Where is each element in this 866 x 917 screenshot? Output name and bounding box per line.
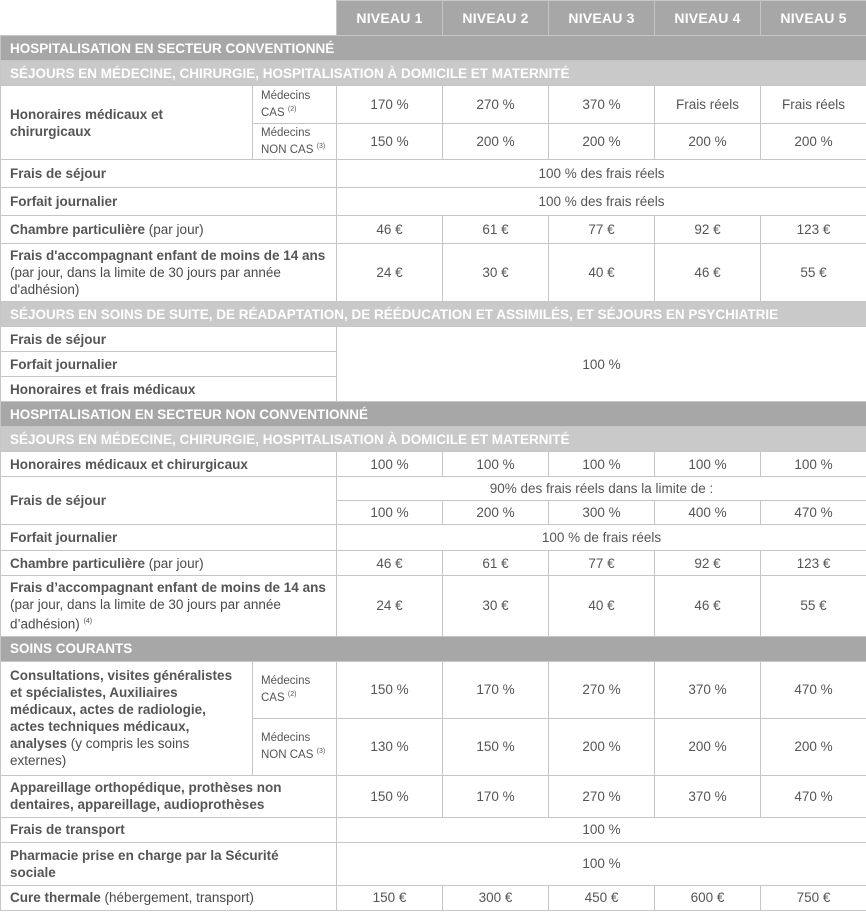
value-cell: 24 € [337, 244, 443, 302]
value-cell: 100 % [443, 452, 549, 477]
row-label: Forfait journalier [1, 188, 337, 216]
row-label: Frais de séjour [1, 160, 337, 188]
row-label: Honoraires médicaux et chirurgicaux [1, 86, 253, 160]
section-row [1, 636, 866, 661]
table-row [1, 477, 866, 501]
value-cell: 600 € [655, 885, 761, 910]
value-cell: 470 % [761, 501, 866, 525]
level-1-header: NIVEAU 1 [337, 1, 443, 36]
sub-label-noncas: Médecins NON CAS $^{(3)}$ [253, 124, 337, 160]
value-cell: 150 % [337, 661, 443, 718]
table-row [1, 160, 866, 188]
value-cell: 370 % [655, 661, 761, 718]
table-row [1, 86, 866, 124]
subsection-title: SÉJOURS EN MÉDECINE, CHIRURGIE, HOSPITALISATION À DOMICILE ET MATERNITÉ [1, 61, 866, 86]
row-label: Frais d'accompagnant enfant de moins de 14 ans (par jour, dans la limite de 30 jours par année d'adhésion) [1, 244, 337, 302]
row-label: Honoraires et frais médicaux [1, 377, 337, 402]
row-label: Appareillage orthopédique, prothèses non dentaires, appareillage, audioprothèses [1, 775, 337, 817]
value-cell: 77 € [549, 551, 655, 576]
value-cell: 100 % [337, 452, 443, 477]
value-cell: 200 % [655, 718, 761, 775]
value-cell: 100 % [337, 842, 866, 885]
section-row [1, 402, 866, 427]
note-cell: 90% des frais réels dans la limite de : [337, 477, 866, 501]
row-label: Frais de séjour [1, 477, 337, 525]
value-cell: 123 € [761, 551, 866, 576]
value-cell: 46 € [655, 576, 761, 637]
sub-label-noncas: Médecins NON CAS $^{(3)}$ [253, 718, 337, 775]
row-label: Consultations, visites généralistes et spécialistes, Auxiliaires médicaux, actes de radiologie, actes techniques médicaux, analyses (y compris les soins externes) [1, 661, 253, 775]
subsection-row [1, 302, 866, 327]
value-cell: 470 % [761, 661, 866, 718]
header-row [1, 1, 866, 36]
value-cell: 200 % [761, 718, 866, 775]
value-cell: 46 € [337, 551, 443, 576]
value-cell: 170 % [443, 775, 549, 817]
row-label: Chambre particulière (par jour) [1, 216, 337, 244]
value-cell: 270 % [549, 775, 655, 817]
value-cell: 55 € [761, 576, 866, 637]
value-cell: 200 % [443, 501, 549, 525]
section-title: HOSPITALISATION EN SECTEUR NON CONVENTIONNÉ [1, 402, 866, 427]
table-row [1, 817, 866, 842]
value-cell: 100 % des frais réels [337, 160, 866, 188]
table-row [1, 327, 866, 352]
table-row [1, 885, 866, 910]
value-cell: 46 € [655, 244, 761, 302]
subsection-title: SÉJOURS EN MÉDECINE, CHIRURGIE, HOSPITALISATION À DOMICILE ET MATERNITÉ [1, 427, 866, 452]
section-title: SOINS COURANTS [1, 636, 866, 661]
value-cell: 40 € [549, 576, 655, 637]
value-cell: 200 % [549, 124, 655, 160]
table-row [1, 576, 866, 637]
value-cell: Frais réels [761, 86, 866, 124]
value-cell: 55 € [761, 244, 866, 302]
header-blank [1, 1, 337, 36]
value-cell: 24 € [337, 576, 443, 637]
row-label: Frais de transport [1, 817, 337, 842]
table-row [1, 244, 866, 302]
value-cell: 40 € [549, 244, 655, 302]
level-2-header: NIVEAU 2 [443, 1, 549, 36]
section-title: HOSPITALISATION EN SECTEUR CONVENTIONNÉ [1, 36, 866, 61]
value-cell: 130 % [337, 718, 443, 775]
value-cell: 370 % [655, 775, 761, 817]
value-cell: 150 € [337, 885, 443, 910]
subsection-row [1, 427, 866, 452]
value-cell: 200 % [443, 124, 549, 160]
value-cell: 61 € [443, 216, 549, 244]
value-cell: 100 % [761, 452, 866, 477]
table-row [1, 188, 866, 216]
table-row [1, 452, 866, 477]
value-cell: 92 € [655, 551, 761, 576]
subsection-row [1, 61, 866, 86]
value-cell: 370 % [549, 86, 655, 124]
value-cell: 170 % [337, 86, 443, 124]
value-cell: 300 € [443, 885, 549, 910]
row-label: Frais de séjour [1, 327, 337, 352]
value-cell: 270 % [443, 86, 549, 124]
subsection-title: SÉJOURS EN SOINS DE SUITE, DE RÉADAPTATION, DE RÉÉDUCATION ET ASSIMILÉS, ET SÉJOURS EN PSYCHIATRIE [1, 302, 866, 327]
level-4-header: NIVEAU 4 [655, 1, 761, 36]
value-cell: 200 % [549, 718, 655, 775]
table-row [1, 842, 866, 885]
value-cell: 150 % [337, 775, 443, 817]
table-row [1, 661, 866, 718]
value-cell: 92 € [655, 216, 761, 244]
value-cell: 200 % [655, 124, 761, 160]
row-label: Pharmacie prise en charge par la Sécurité sociale [1, 842, 337, 885]
value-cell: 170 % [443, 661, 549, 718]
value-cell: 100 % des frais réels [337, 188, 866, 216]
section-row [1, 36, 866, 61]
value-cell: 100 % [337, 817, 866, 842]
value-cell: 46 € [337, 216, 443, 244]
value-cell: 200 % [761, 124, 866, 160]
value-cell: 100 % de frais réels [337, 525, 866, 551]
table-row [1, 525, 866, 551]
value-cell: 30 € [443, 244, 549, 302]
value-cell: 470 % [761, 775, 866, 817]
row-label: Cure thermale (hébergement, transport) [1, 885, 337, 910]
value-cell: 100 % [337, 501, 443, 525]
value-cell: 30 € [443, 576, 549, 637]
sub-label-cas: Médecins CAS $^{(2)}$ [253, 86, 337, 124]
value-cell: 270 % [549, 661, 655, 718]
table-row [1, 216, 866, 244]
value-cell: 123 € [761, 216, 866, 244]
value-cell: 100 % [655, 452, 761, 477]
value-cell: 400 % [655, 501, 761, 525]
row-label: Chambre particulière (par jour) [1, 551, 337, 576]
row-label: Honoraires médicaux et chirurgicaux [1, 452, 337, 477]
value-cell: 100 % [549, 452, 655, 477]
value-cell: 77 € [549, 216, 655, 244]
table-row [1, 775, 866, 817]
value-cell: Frais réels [655, 86, 761, 124]
level-5-header: NIVEAU 5 [761, 1, 866, 36]
row-label: Forfait journalier [1, 525, 337, 551]
value-cell: 750 € [761, 885, 866, 910]
value-cell: 450 € [549, 885, 655, 910]
row-label: Forfait journalier [1, 352, 337, 377]
sub-label-cas: Médecins CAS $^{(2)}$ [253, 661, 337, 718]
value-cell: 150 % [337, 124, 443, 160]
row-label: Frais d’accompagnant enfant de moins de 14 ans (par jour, dans la limite de 30 jours par année d’adhésion) $^{(4)}$ [1, 576, 337, 637]
value-cell: 100 % [337, 327, 866, 402]
table-row [1, 551, 866, 576]
level-3-header: NIVEAU 3 [549, 1, 655, 36]
value-cell: 61 € [443, 551, 549, 576]
value-cell: 150 % [443, 718, 549, 775]
value-cell: 300 % [549, 501, 655, 525]
